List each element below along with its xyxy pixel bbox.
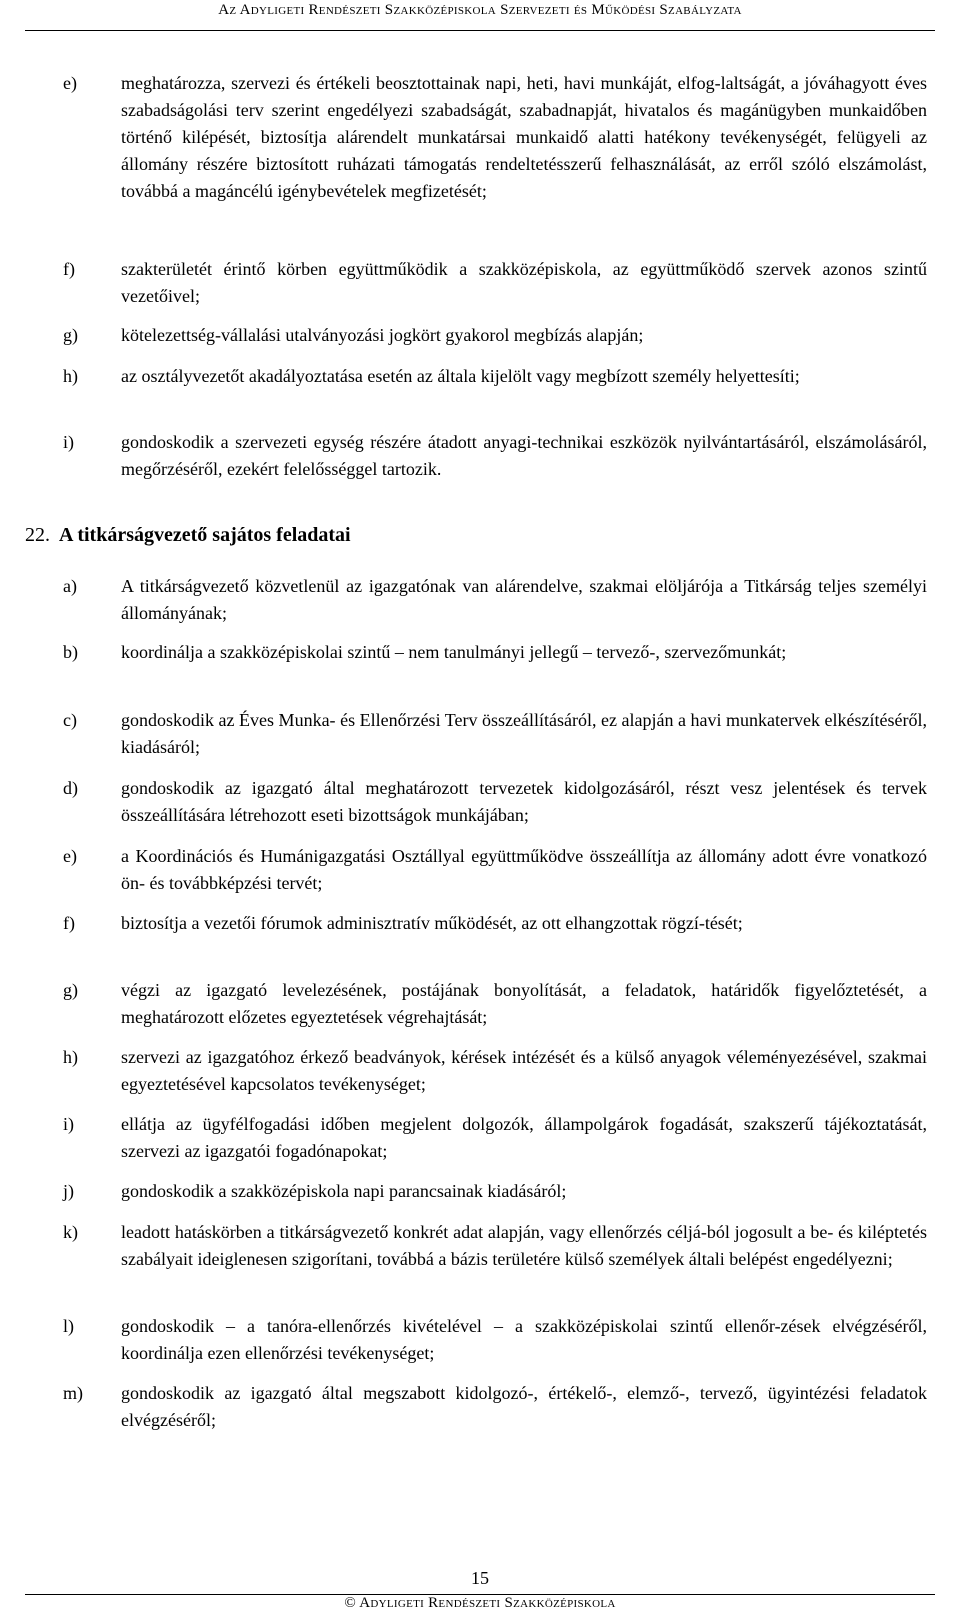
list-item-letter: d) <box>63 778 78 798</box>
list-item-h <box>0 363 960 390</box>
list-item-l <box>0 1313 960 1367</box>
duty-list-b <box>0 639 960 666</box>
list-item-letter: h) <box>63 366 78 386</box>
list-item-text: meghatározza, szervezi és értékeli beosztottainak napi, heti, havi munkáját, elfog-laltságát, a jóváhagyott éves szabadságolási terv szerint engedélyezi szabadságát, szabadnapját, hivatalos és magánügyben munkaidőben történő kilépését, biztosítja alárendelt munkatársai munkaidő alatti hatékony tevékenységét, felügyeli az állomány részére biztosított ruházati támogatás rendeltetésszerű felhasználását, az erről szóló elszámolást, továbbá a magáncélú igénybevételek megfizetését; <box>121 73 927 201</box>
list-item-g <box>0 322 960 349</box>
list-item-text: a Koordinációs és Humánigazgatási Osztállyal együttműködve összeállítja az állomány adott évre vonatkozó ön- és továbbképzési tervét; <box>121 846 927 893</box>
list-item-letter: c) <box>63 710 77 730</box>
list-item-letter: g) <box>63 325 78 345</box>
duty-list-d <box>0 775 960 829</box>
list-item-letter: f) <box>63 913 75 933</box>
list-item-i2 <box>0 1111 960 1165</box>
list-item-text: szervezi az igazgatóhoz érkező beadványok, kérések intézését és a külső anyagok véleményezésével, szakmai egyeztetésével kapcsolatos tevékenységet; <box>121 1047 927 1094</box>
list-item-text: koordinálja a szakközépiskolai szintű – nem tanulmányi jellegű – tervező-, szervezőmunkát; <box>121 642 787 662</box>
list-item-k <box>0 1219 960 1273</box>
duty-list-g <box>0 977 960 1031</box>
footer-copyright: © Adyligeti Rendészeti Szakközépiskola <box>344 1595 616 1611</box>
duty-list-m <box>0 1380 960 1434</box>
list-item-c <box>0 707 960 761</box>
list-item-text: gondoskodik az igazgató által megszabott kidolgozó-, értékelő-, elemző-, tervező, ügyintézési feladatok elvégzéséről; <box>121 1383 927 1430</box>
list-item-text: ellátja az ügyfélfogadási időben megjelent dolgozók, állampolgárok fogadását, szakszerű tájékoztatását, szervezi az igazgatói fogadónapokat; <box>121 1114 927 1161</box>
list-item-text: A titkárságvezető közvetlenül az igazgatónak van alárendelve, szakmai elöljárója a Titkárság teljes személyi állományának; <box>121 576 927 623</box>
section-heading <box>25 520 351 550</box>
list-item-letter: j) <box>63 1181 74 1201</box>
list-item-letter: a) <box>63 576 77 596</box>
list-item-text: az osztályvezetőt akadályoztatása esetén az általa kijelölt vagy megbízott személy helyettesíti; <box>121 366 800 386</box>
list-item-letter: e) <box>63 73 77 93</box>
list-item-text: gondoskodik – a tanóra-ellenőrzés kivételével – a szakközépiskolai szintű ellenőr-zések elvégzéséről, koordinálja ezen ellenőrzési tevékenységet; <box>121 1316 927 1363</box>
list-item-text: gondoskodik az igazgató által meghatározott tervezetek kidolgozásáról, részt vesz jelentések és tervek összeállítására létrehozott eseti bizottságok munkájában; <box>121 778 927 825</box>
list-item-text: szakterületét érintő körben együttműködik a szakközépiskola, az együttműködő szervek azonos szintű vezetőivel; <box>121 259 927 306</box>
list-continued-g <box>0 322 960 349</box>
list-continued <box>0 70 960 205</box>
list-item-letter: l) <box>63 1316 74 1336</box>
duty-list <box>0 573 960 627</box>
section-number: 22. <box>25 524 50 546</box>
duty-list-i <box>0 1111 960 1165</box>
list-item-f2 <box>0 910 960 937</box>
list-item-letter: k) <box>63 1222 78 1242</box>
duty-list-l <box>0 1313 960 1367</box>
duty-list-e <box>0 843 960 897</box>
list-item-letter: h) <box>63 1047 78 1067</box>
list-item-letter: f) <box>63 259 75 279</box>
list-item-e <box>0 70 960 205</box>
list-item-text: gondoskodik az Éves Munka- és Ellenőrzési Terv összeállításáról, ez alapján a havi munkatervek elkészítéséről, kiadásáról; <box>121 710 927 757</box>
list-item-d <box>0 775 960 829</box>
list-item-letter: m) <box>63 1383 83 1403</box>
list-item-e2 <box>0 843 960 897</box>
list-item-f <box>0 256 960 310</box>
running-header: Az Adyligeti Rendészeti Szakközépiskola Szervezeti és Működési Szabályzata <box>218 2 742 18</box>
list-continued-f <box>0 256 960 310</box>
list-item-j <box>0 1178 960 1205</box>
list-item-b <box>0 639 960 666</box>
duty-list-h <box>0 1044 960 1098</box>
list-item-letter: g) <box>63 980 78 1000</box>
list-item-a <box>0 573 960 627</box>
list-continued-i <box>0 429 960 483</box>
list-item-letter: i) <box>63 432 74 452</box>
duty-list-c <box>0 707 960 761</box>
list-item-text: kötelezettség-vállalási utalványozási jogkört gyakorol megbízás alapján; <box>121 325 644 345</box>
list-item-text: végzi az igazgató levelezésének, postájának bonyolítását, a feladatok, határidők figyelőztetését, a meghatározott előzetes egyeztetések végrehajtását; <box>121 980 927 1027</box>
section-title: A titkárságvezető sajátos feladatai <box>59 524 351 546</box>
list-item-g2 <box>0 977 960 1031</box>
list-item-text: gondoskodik a szervezeti egység részére átadott anyagi-technikai eszközök nyilvántartásáról, elszámolásáról, megőrzéséről, ezekért felelősséggel tartozik. <box>121 432 927 479</box>
page-number: 15 <box>471 1568 489 1588</box>
list-item-letter: i) <box>63 1114 74 1134</box>
header-divider <box>25 30 935 31</box>
list-item-i <box>0 429 960 483</box>
duty-list-k <box>0 1219 960 1273</box>
list-item-text: gondoskodik a szakközépiskola napi parancsainak kiadásáról; <box>121 1181 567 1201</box>
list-item-text: biztosítja a vezetői fórumok adminisztratív működését, az ott elhangzottak rögzí-tését; <box>121 913 743 933</box>
duty-list-f <box>0 910 960 937</box>
list-item-letter: e) <box>63 846 77 866</box>
list-item-text: leadott hatáskörben a titkárságvezető konkrét adat alapján, vagy ellenőrzés céljá-ból jogosult a be- és kiléptetés szabályait ideiglenesen szigorítani, továbbá a bázis területére külső személyek általi belépést engedélyezni; <box>121 1222 927 1269</box>
list-continued-h <box>0 363 960 390</box>
list-item-h2 <box>0 1044 960 1098</box>
list-item-letter: b) <box>63 642 78 662</box>
list-item-m <box>0 1380 960 1434</box>
duty-list-j <box>0 1178 960 1205</box>
